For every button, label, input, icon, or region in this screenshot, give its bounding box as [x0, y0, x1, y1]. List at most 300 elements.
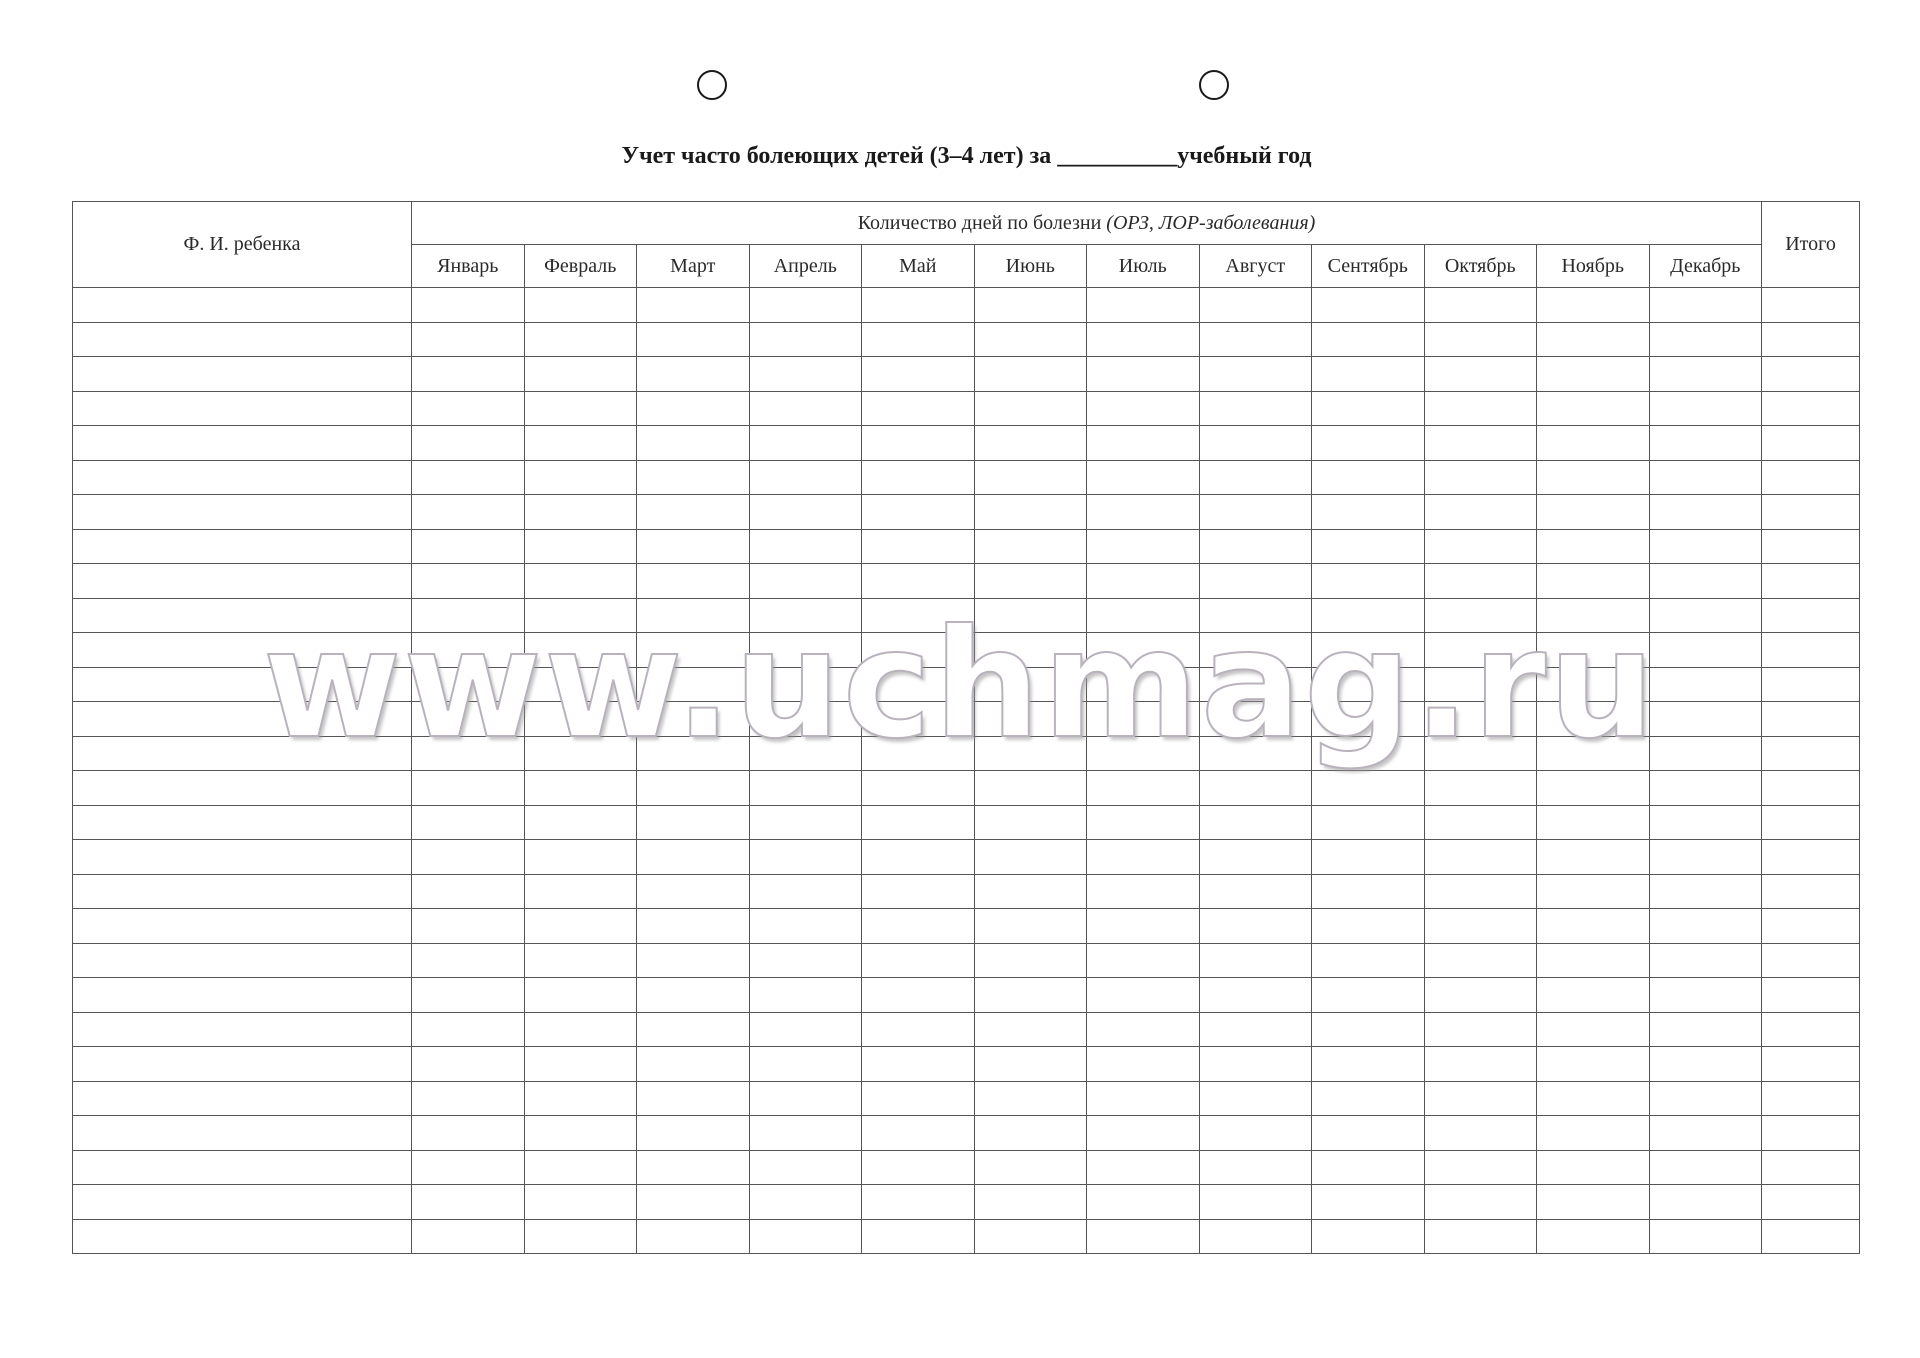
month-cell	[749, 495, 862, 530]
child-name-cell	[73, 978, 412, 1013]
sick-days-header	[412, 202, 1762, 245]
month-cell	[1199, 598, 1312, 633]
month-cell	[412, 1047, 525, 1082]
month-cell	[1537, 322, 1650, 357]
month-cell	[637, 460, 750, 495]
child-name-cell	[73, 426, 412, 461]
table-row	[73, 1150, 1860, 1185]
month-cell	[1424, 667, 1537, 702]
child-name-cell	[73, 1116, 412, 1151]
table-row	[73, 874, 1860, 909]
month-cell	[524, 460, 637, 495]
month-cell	[1537, 736, 1650, 771]
month-cell	[1537, 1185, 1650, 1220]
month-cell	[1537, 391, 1650, 426]
month-cell	[1424, 771, 1537, 806]
month-cell	[1087, 1150, 1200, 1185]
table-row	[73, 564, 1860, 599]
month-cell	[412, 1185, 525, 1220]
month-cell	[749, 633, 862, 668]
month-cell	[1537, 426, 1650, 461]
month-cell	[637, 1219, 750, 1254]
month-cell	[749, 322, 862, 357]
month-cell	[749, 357, 862, 392]
month-cell	[524, 1081, 637, 1116]
month-cell	[862, 1116, 975, 1151]
month-cell	[1312, 771, 1425, 806]
month-cell	[1087, 288, 1200, 323]
month-cell	[1649, 426, 1762, 461]
month-cell	[1424, 943, 1537, 978]
month-cell	[637, 495, 750, 530]
month-cell	[524, 288, 637, 323]
month-cell	[1087, 598, 1200, 633]
month-cell	[974, 1047, 1087, 1082]
month-cell	[974, 391, 1087, 426]
month-cell	[524, 874, 637, 909]
child-name-cell	[73, 288, 412, 323]
month-cell	[974, 1081, 1087, 1116]
child-name-cell	[73, 460, 412, 495]
table-row	[73, 460, 1860, 495]
month-cell	[637, 771, 750, 806]
month-cell	[749, 529, 862, 564]
child-name-cell	[73, 805, 412, 840]
month-header: Июнь	[974, 245, 1087, 288]
child-name-cell	[73, 598, 412, 633]
month-cell	[1312, 1012, 1425, 1047]
month-header: Май	[862, 245, 975, 288]
month-cell	[1537, 874, 1650, 909]
total-cell	[1762, 943, 1860, 978]
month-cell	[862, 322, 975, 357]
month-cell	[1649, 357, 1762, 392]
month-cell	[1537, 702, 1650, 737]
month-cell	[412, 460, 525, 495]
month-cell	[1537, 1150, 1650, 1185]
month-cell	[524, 909, 637, 944]
table-row	[73, 1185, 1860, 1220]
month-cell	[1199, 288, 1312, 323]
child-name-cell	[73, 943, 412, 978]
month-cell	[412, 357, 525, 392]
month-cell	[749, 1185, 862, 1220]
table-row	[73, 909, 1860, 944]
month-cell	[1199, 1012, 1312, 1047]
month-cell	[862, 426, 975, 461]
month-header: Июль	[1087, 245, 1200, 288]
month-cell	[1312, 357, 1425, 392]
month-cell	[1424, 736, 1537, 771]
month-cell	[1199, 736, 1312, 771]
month-cell	[1424, 288, 1537, 323]
month-cell	[637, 288, 750, 323]
total-cell	[1762, 667, 1860, 702]
month-cell	[1199, 529, 1312, 564]
month-cell	[1649, 598, 1762, 633]
table-row	[73, 495, 1860, 530]
month-cell	[1199, 1150, 1312, 1185]
month-cell	[1649, 909, 1762, 944]
month-cell	[1199, 1047, 1312, 1082]
month-cell	[524, 943, 637, 978]
total-cell	[1762, 874, 1860, 909]
month-cell	[974, 1219, 1087, 1254]
month-cell	[862, 667, 975, 702]
month-cell	[862, 1012, 975, 1047]
month-cell	[974, 426, 1087, 461]
month-cell	[1199, 1116, 1312, 1151]
total-cell	[1762, 322, 1860, 357]
month-cell	[1312, 1081, 1425, 1116]
child-name-cell	[73, 667, 412, 702]
month-cell	[412, 771, 525, 806]
month-cell	[862, 598, 975, 633]
child-name-cell	[73, 1185, 412, 1220]
month-cell	[1199, 322, 1312, 357]
month-cell	[1087, 909, 1200, 944]
child-name-cell	[73, 909, 412, 944]
month-cell	[412, 702, 525, 737]
child-name-cell	[73, 702, 412, 737]
month-cell	[1312, 702, 1425, 737]
month-cell	[862, 771, 975, 806]
month-cell	[1199, 391, 1312, 426]
month-cell	[974, 1150, 1087, 1185]
month-cell	[1312, 529, 1425, 564]
month-cell	[1087, 322, 1200, 357]
total-cell	[1762, 736, 1860, 771]
table-row	[73, 1116, 1860, 1151]
month-cell	[1424, 1012, 1537, 1047]
month-cell	[1649, 667, 1762, 702]
month-cell	[1087, 1012, 1200, 1047]
table-row	[73, 736, 1860, 771]
month-header: Ноябрь	[1537, 245, 1650, 288]
month-cell	[1087, 943, 1200, 978]
month-cell	[524, 1116, 637, 1151]
month-cell	[749, 598, 862, 633]
month-cell	[862, 943, 975, 978]
total-cell	[1762, 1047, 1860, 1082]
month-cell	[524, 1012, 637, 1047]
total-header: Итого	[1762, 202, 1860, 288]
month-cell	[749, 288, 862, 323]
month-cell	[1087, 771, 1200, 806]
month-cell	[862, 736, 975, 771]
month-cell	[524, 1047, 637, 1082]
total-cell	[1762, 633, 1860, 668]
month-header: Январь	[412, 245, 525, 288]
month-cell	[974, 495, 1087, 530]
child-name-cell	[73, 1012, 412, 1047]
month-cell	[749, 460, 862, 495]
month-cell	[749, 1012, 862, 1047]
month-cell	[1424, 840, 1537, 875]
month-cell	[1199, 978, 1312, 1013]
month-cell	[524, 736, 637, 771]
month-cell	[1199, 805, 1312, 840]
month-cell	[1312, 667, 1425, 702]
total-cell	[1762, 840, 1860, 875]
month-cell	[1649, 495, 1762, 530]
month-cell	[1199, 1081, 1312, 1116]
month-cell	[1087, 1219, 1200, 1254]
month-cell	[1537, 1116, 1650, 1151]
total-cell	[1762, 978, 1860, 1013]
month-cell	[749, 702, 862, 737]
month-cell	[1649, 1185, 1762, 1220]
month-cell	[862, 978, 975, 1013]
month-cell	[1537, 1047, 1650, 1082]
month-cell	[1087, 357, 1200, 392]
month-cell	[637, 322, 750, 357]
month-cell	[637, 633, 750, 668]
month-cell	[1537, 598, 1650, 633]
month-cell	[974, 874, 1087, 909]
month-cell	[1312, 1150, 1425, 1185]
month-cell	[1537, 529, 1650, 564]
punch-hole-left	[697, 70, 727, 100]
month-cell	[637, 978, 750, 1013]
month-cell	[749, 1081, 862, 1116]
total-cell	[1762, 1116, 1860, 1151]
child-name-cell	[73, 529, 412, 564]
month-cell	[412, 564, 525, 599]
table-row	[73, 840, 1860, 875]
table-row	[73, 426, 1860, 461]
month-cell	[1649, 1012, 1762, 1047]
month-cell	[524, 391, 637, 426]
month-cell	[412, 529, 525, 564]
total-cell	[1762, 1185, 1860, 1220]
month-cell	[637, 840, 750, 875]
month-cell	[1537, 978, 1650, 1013]
month-cell	[412, 288, 525, 323]
month-cell	[1649, 805, 1762, 840]
month-cell	[1424, 1116, 1537, 1151]
month-cell	[1537, 357, 1650, 392]
month-cell	[974, 736, 1087, 771]
month-cell	[974, 633, 1087, 668]
month-cell	[1087, 495, 1200, 530]
month-cell	[1649, 978, 1762, 1013]
month-cell	[637, 909, 750, 944]
month-cell	[1312, 805, 1425, 840]
month-cell	[1199, 633, 1312, 668]
month-cell	[1199, 771, 1312, 806]
month-cell	[1537, 805, 1650, 840]
month-cell	[1649, 1150, 1762, 1185]
sick-days-note: (ОРЗ, ЛОР-заболевания)	[1106, 211, 1316, 234]
month-cell	[637, 1116, 750, 1151]
month-cell	[1087, 1047, 1200, 1082]
month-cell	[974, 909, 1087, 944]
sick-days-label: Количество дней по болезни	[857, 211, 1102, 234]
month-cell	[862, 874, 975, 909]
month-cell	[1424, 1081, 1537, 1116]
month-cell	[862, 495, 975, 530]
month-cell	[1424, 495, 1537, 530]
month-cell	[637, 391, 750, 426]
child-name-cell	[73, 1081, 412, 1116]
month-cell	[1649, 564, 1762, 599]
month-cell	[1312, 840, 1425, 875]
month-cell	[862, 1150, 975, 1185]
month-cell	[1424, 1047, 1537, 1082]
month-cell	[749, 943, 862, 978]
month-cell	[749, 667, 862, 702]
month-cell	[749, 1219, 862, 1254]
month-cell	[862, 529, 975, 564]
month-cell	[1537, 1219, 1650, 1254]
month-cell	[1424, 357, 1537, 392]
total-cell	[1762, 357, 1860, 392]
punch-hole-right	[1199, 70, 1229, 100]
table-row	[73, 805, 1860, 840]
month-cell	[524, 495, 637, 530]
child-name-cell	[73, 736, 412, 771]
month-cell	[524, 598, 637, 633]
month-cell	[1424, 529, 1537, 564]
month-cell	[749, 771, 862, 806]
month-header: Март	[637, 245, 750, 288]
month-cell	[862, 1081, 975, 1116]
month-cell	[1649, 874, 1762, 909]
month-cell	[637, 667, 750, 702]
month-cell	[974, 564, 1087, 599]
month-cell	[974, 598, 1087, 633]
month-cell	[1649, 288, 1762, 323]
month-cell	[1649, 771, 1762, 806]
month-cell	[1537, 460, 1650, 495]
month-cell	[524, 1150, 637, 1185]
month-cell	[1312, 426, 1425, 461]
month-cell	[1424, 460, 1537, 495]
month-cell	[749, 978, 862, 1013]
month-cell	[1424, 702, 1537, 737]
table-row	[73, 391, 1860, 426]
month-cell	[1312, 288, 1425, 323]
month-cell	[862, 909, 975, 944]
month-cell	[412, 667, 525, 702]
month-cell	[974, 805, 1087, 840]
month-cell	[1424, 426, 1537, 461]
month-cell	[1199, 564, 1312, 599]
month-cell	[524, 1185, 637, 1220]
month-cell	[412, 391, 525, 426]
month-cell	[1087, 1081, 1200, 1116]
month-cell	[1087, 426, 1200, 461]
month-cell	[1087, 460, 1200, 495]
month-cell	[1087, 529, 1200, 564]
month-cell	[974, 667, 1087, 702]
month-cell	[412, 1081, 525, 1116]
month-cell	[1312, 943, 1425, 978]
month-cell	[1649, 736, 1762, 771]
month-cell	[524, 1219, 637, 1254]
month-cell	[412, 943, 525, 978]
total-cell	[1762, 495, 1860, 530]
total-cell	[1762, 288, 1860, 323]
child-name-cell	[73, 1047, 412, 1082]
table-row	[73, 1047, 1860, 1082]
month-cell	[1424, 874, 1537, 909]
month-cell	[1424, 978, 1537, 1013]
month-cell	[412, 1116, 525, 1151]
month-header: Август	[1199, 245, 1312, 288]
month-cell	[1312, 633, 1425, 668]
month-cell	[1087, 391, 1200, 426]
month-header: Февраль	[524, 245, 637, 288]
month-cell	[1199, 426, 1312, 461]
month-cell	[1424, 598, 1537, 633]
child-name-cell	[73, 874, 412, 909]
table-row	[73, 943, 1860, 978]
month-cell	[1649, 1219, 1762, 1254]
month-cell	[412, 840, 525, 875]
month-cell	[1649, 633, 1762, 668]
month-cell	[974, 771, 1087, 806]
month-cell	[1087, 736, 1200, 771]
month-cell	[412, 1150, 525, 1185]
month-cell	[1537, 840, 1650, 875]
month-cell	[862, 564, 975, 599]
total-cell	[1762, 1150, 1860, 1185]
month-cell	[1087, 874, 1200, 909]
month-cell	[1424, 805, 1537, 840]
total-cell	[1762, 1012, 1860, 1047]
month-cell	[974, 288, 1087, 323]
month-cell	[1649, 391, 1762, 426]
month-cell	[974, 1012, 1087, 1047]
month-cell	[524, 840, 637, 875]
month-cell	[1537, 771, 1650, 806]
month-cell	[974, 529, 1087, 564]
total-cell	[1762, 564, 1860, 599]
child-name-cell	[73, 564, 412, 599]
month-cell	[1424, 322, 1537, 357]
child-name-cell	[73, 495, 412, 530]
month-cell	[412, 1012, 525, 1047]
month-cell	[749, 874, 862, 909]
month-cell	[1199, 495, 1312, 530]
month-cell	[862, 1185, 975, 1220]
month-cell	[974, 322, 1087, 357]
month-cell	[749, 736, 862, 771]
month-cell	[1537, 1012, 1650, 1047]
month-cell	[1649, 702, 1762, 737]
month-cell	[1312, 1047, 1425, 1082]
month-cell	[862, 288, 975, 323]
table-row	[73, 771, 1860, 806]
month-cell	[637, 564, 750, 599]
month-cell	[1537, 943, 1650, 978]
month-cell	[1649, 460, 1762, 495]
month-header: Октябрь	[1424, 245, 1537, 288]
month-cell	[1199, 874, 1312, 909]
month-cell	[862, 633, 975, 668]
month-cell	[1199, 460, 1312, 495]
month-cell	[1312, 564, 1425, 599]
month-header: Декабрь	[1649, 245, 1762, 288]
month-cell	[1087, 1116, 1200, 1151]
month-cell	[749, 805, 862, 840]
month-cell	[524, 667, 637, 702]
child-name-cell	[73, 771, 412, 806]
month-cell	[1087, 633, 1200, 668]
month-cell	[412, 978, 525, 1013]
